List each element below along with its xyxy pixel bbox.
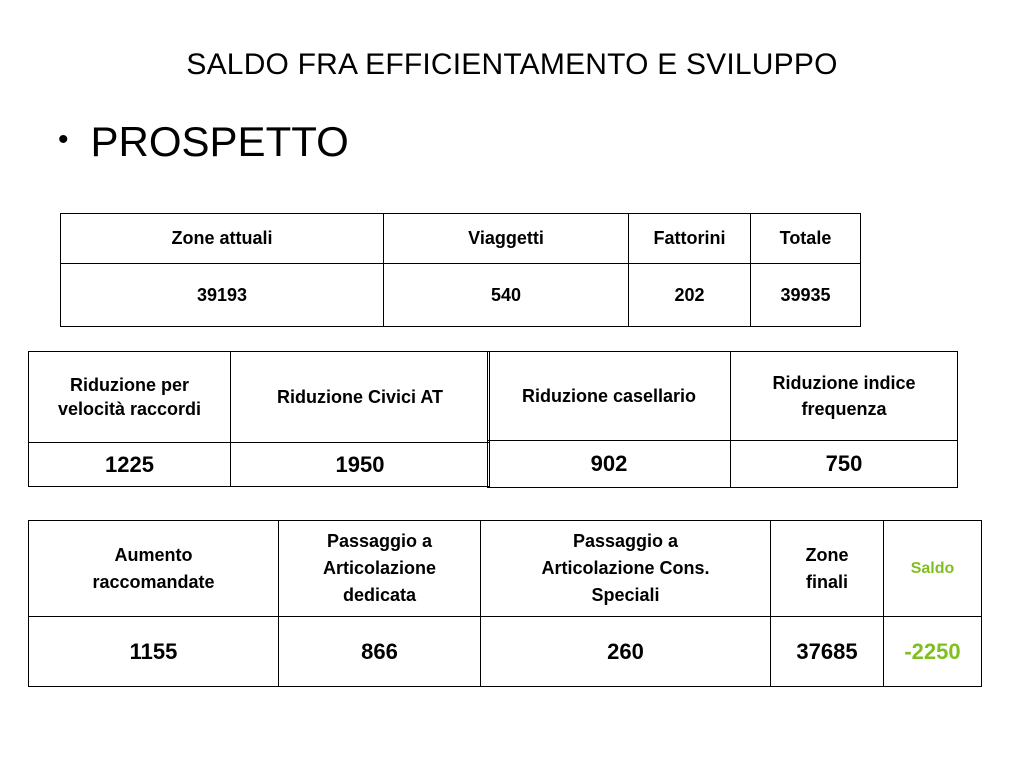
value-zone-finali: 37685 — [771, 617, 884, 687]
table-row — [61, 264, 861, 327]
table-reductions-left — [28, 351, 490, 487]
value-aumento-raccomandate: 1155 — [29, 617, 279, 687]
header-aumento-raccomandate: Aumento raccomandate — [29, 521, 279, 617]
header-riduzione-indice: Riduzione indice frequenza — [731, 352, 958, 441]
value-articolazione-speciali: 260 — [481, 617, 771, 687]
slide-title: SALDO FRA EFFICIENTAMENTO E SVILUPPO — [186, 48, 838, 81]
header-riduzione-civici: Riduzione Civici AT — [231, 352, 490, 443]
header-fattorini: Fattorini — [629, 214, 751, 264]
value-articolazione-dedicata: 866 — [279, 617, 481, 687]
table-reductions-right — [487, 351, 958, 488]
bullet-icon: • — [58, 123, 69, 156]
table-final-balance — [28, 520, 982, 687]
header-articolazione-speciali: Passaggio a Articolazione Cons. Speciali — [481, 521, 771, 617]
header-riduzione-velocita: Riduzione per velocità raccordi — [29, 352, 231, 443]
value-riduzione-velocita: 1225 — [29, 443, 231, 487]
table-header-row — [29, 352, 490, 443]
value-zone-attuali: 39193 — [61, 264, 384, 327]
table-row — [29, 443, 490, 487]
value-totale: 39935 — [751, 264, 861, 327]
value-riduzione-civici: 1950 — [231, 443, 490, 487]
header-saldo: Saldo — [884, 521, 982, 617]
bullet-item — [58, 118, 349, 166]
table-row — [29, 617, 982, 687]
table-header-row — [488, 352, 958, 441]
header-zone-finali: Zone finali — [771, 521, 884, 617]
value-riduzione-casellario: 902 — [488, 441, 731, 488]
header-viaggetti: Viaggetti — [384, 214, 629, 264]
value-riduzione-indice: 750 — [731, 441, 958, 488]
table-zone-totals — [60, 213, 861, 327]
table-header-row — [29, 521, 982, 617]
header-riduzione-casellario: Riduzione casellario — [488, 352, 731, 441]
value-viaggetti: 540 — [384, 264, 629, 327]
table-row — [488, 441, 958, 488]
value-saldo: -2250 — [884, 617, 982, 687]
header-totale: Totale — [751, 214, 861, 264]
header-zone-attuali: Zone attuali — [61, 214, 384, 264]
bullet-text: PROSPETTO — [90, 118, 349, 165]
value-fattorini: 202 — [629, 264, 751, 327]
table-header-row — [61, 214, 861, 264]
header-articolazione-dedicata: Passaggio a Articolazione dedicata — [279, 521, 481, 617]
